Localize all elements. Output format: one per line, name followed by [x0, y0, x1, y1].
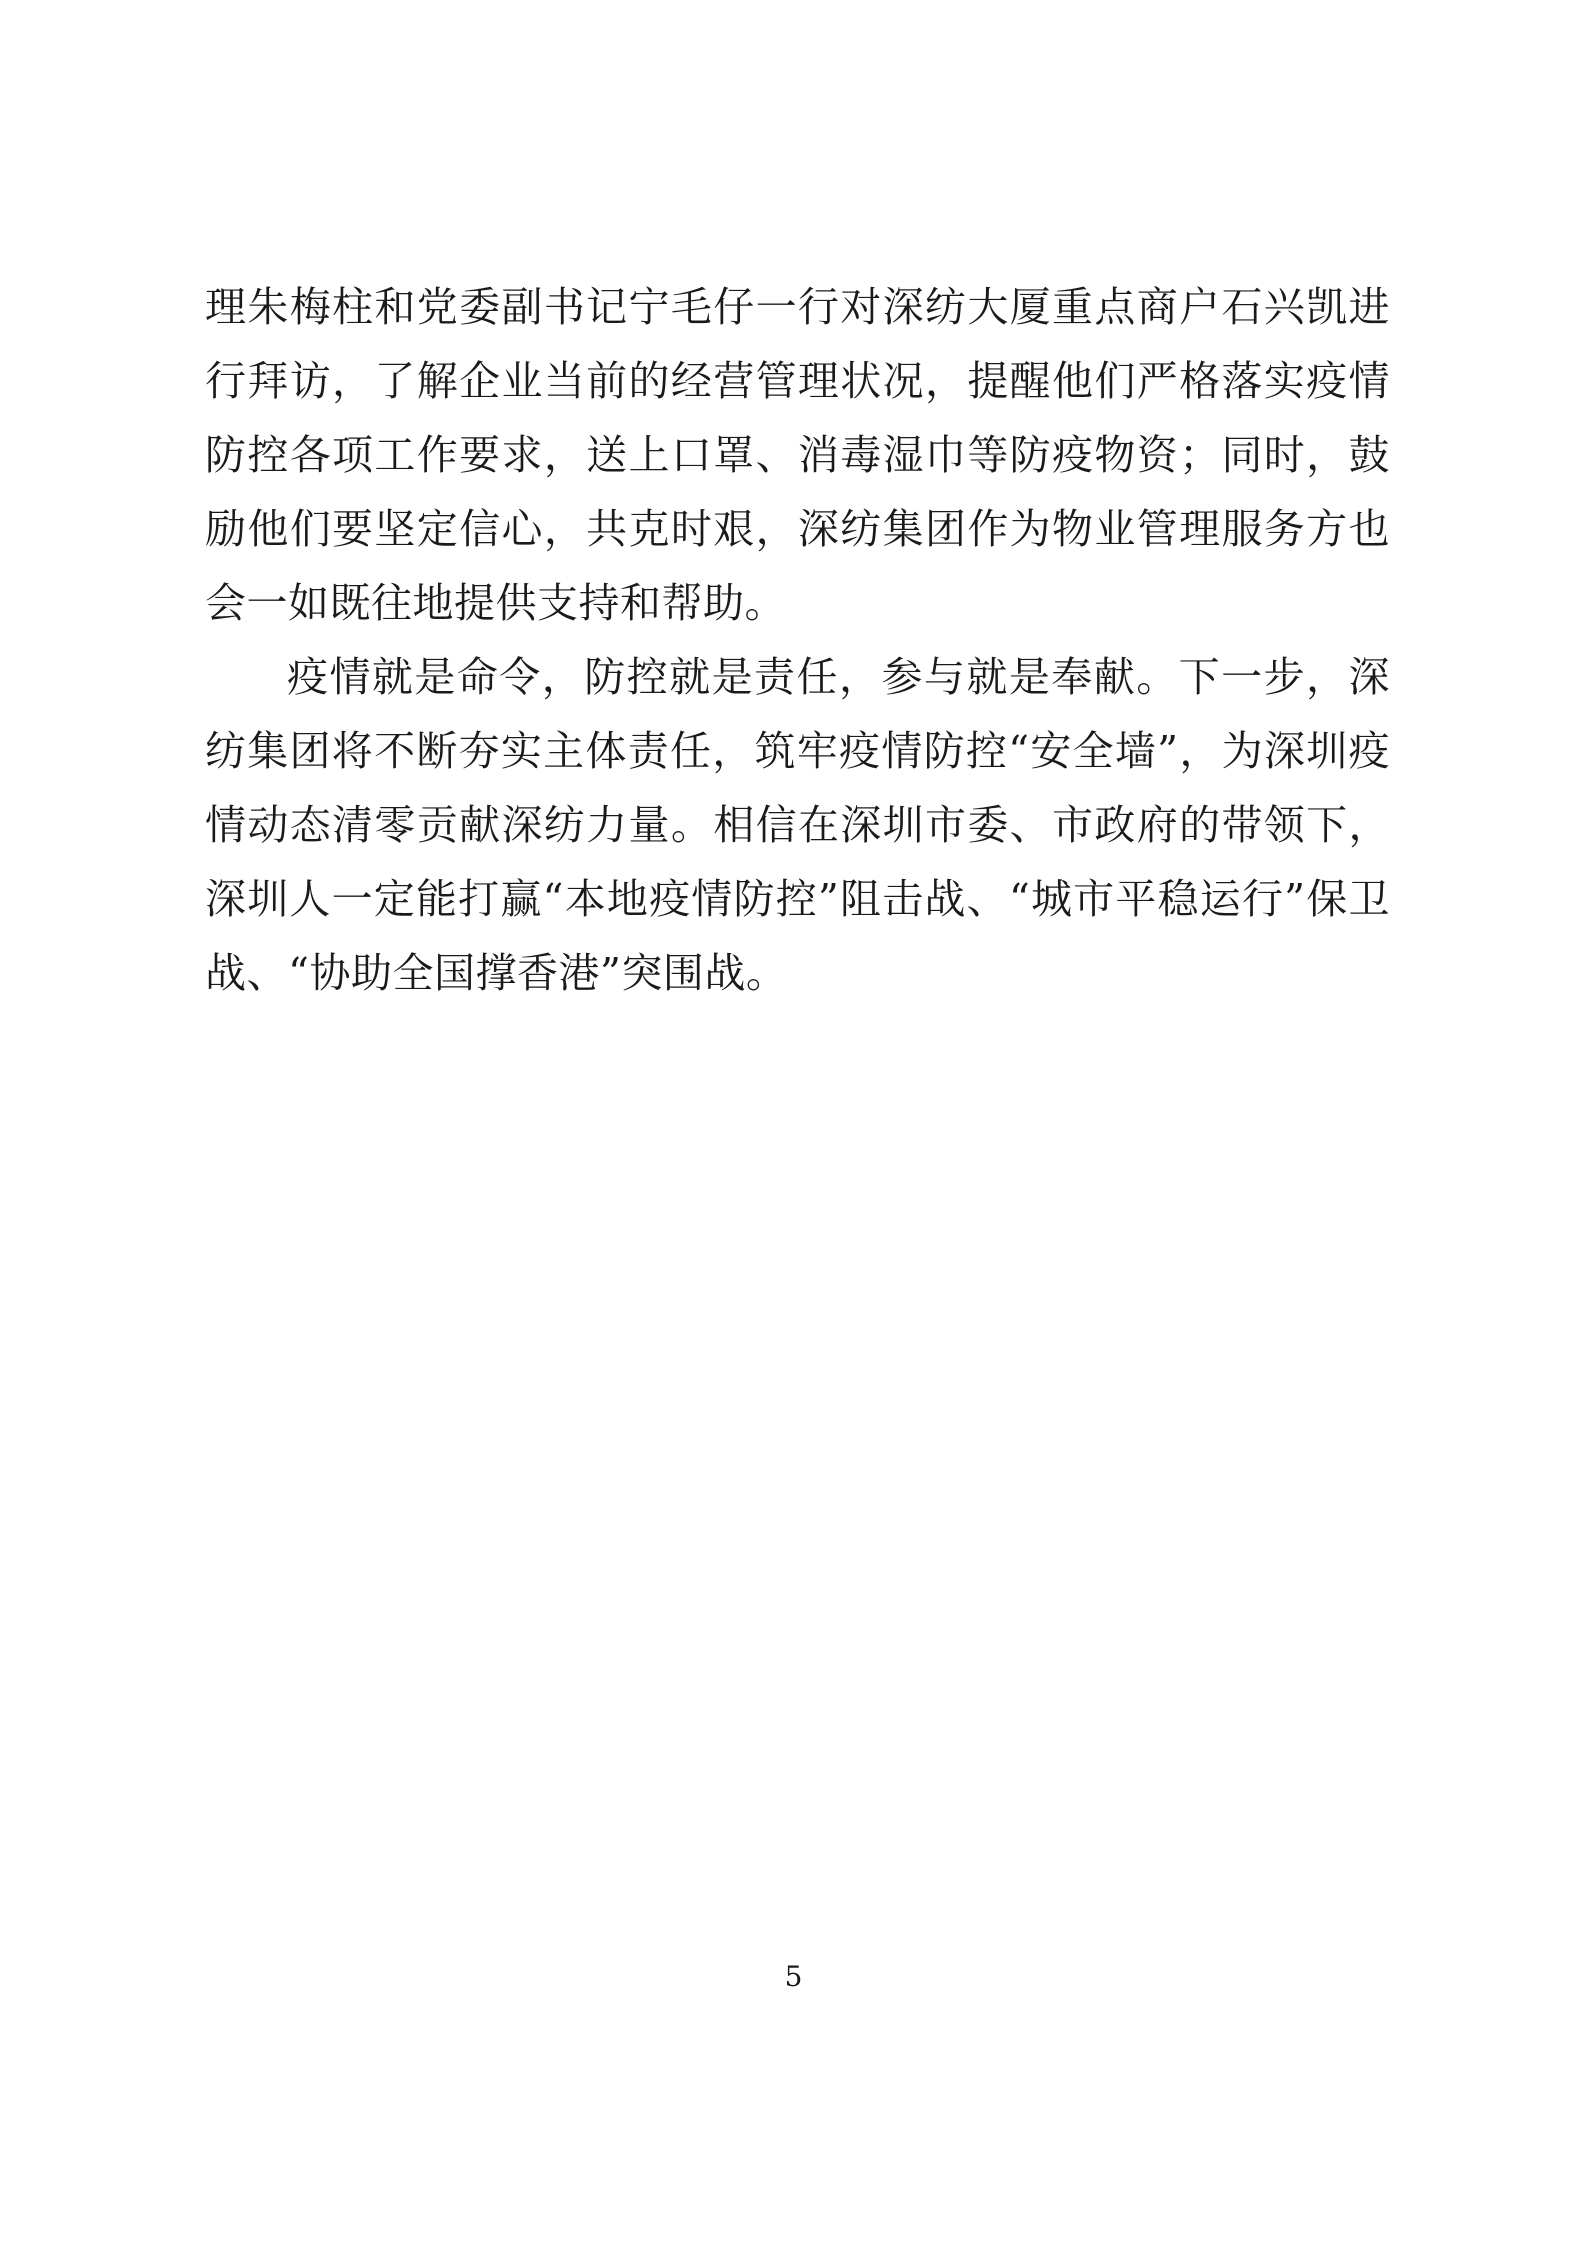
page-number: 5 [784, 1960, 803, 1993]
paragraph: 疫情就是命令，防控就是责任，参与就是奉献。下一步，深纺集团将不断夯实主体责任，筑牢疫情防控“安全墙”，为深圳疫情动态清零贡献深纺力量。相信在深圳市委、市政府的带领下，深圳人一定能打赢“本地疫情防控”阻击战、“城市平稳运行”保卫战、“协助全国撑香港”突围战。 [205, 653, 1390, 997]
paragraph: 理朱梅柱和党委副书记宁毛仔一行对深纺大厦重点商户石兴凯进行拜访，了解企业当前的经营管理状况，提醒他们严格落实疫情防控各项工作要求，送上口罩、消毒湿巾等防疫物资；同时，鼓励他们要坚定信心，共克时艰，深纺集团作为物业管理服务方也会一如既往地提供支持和帮助。 [205, 283, 1390, 627]
document-body [205, 270, 1390, 1010]
